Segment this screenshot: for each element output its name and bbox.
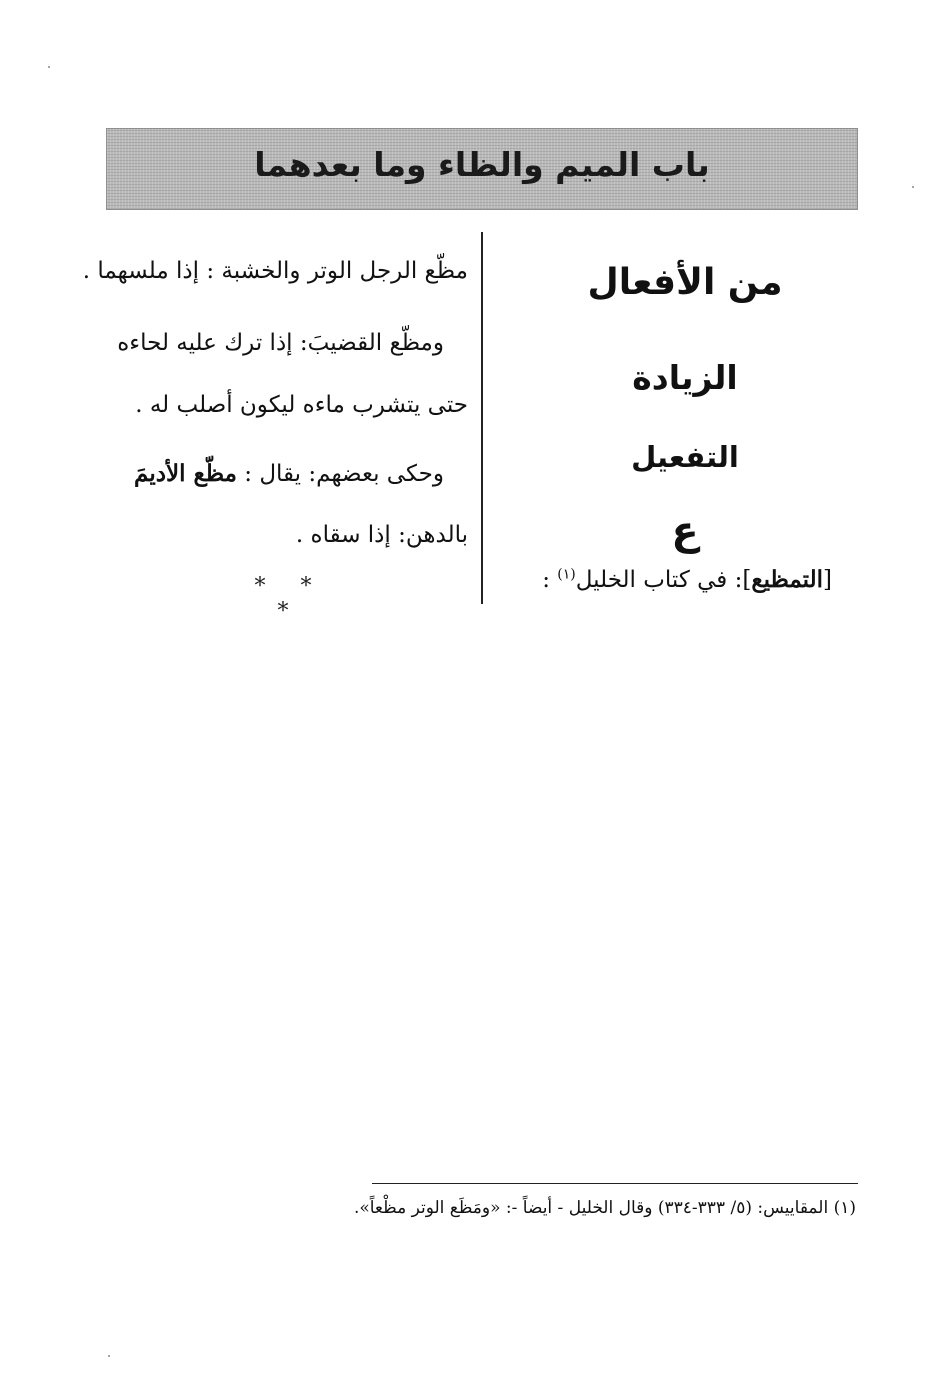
paragraph-line (134, 460, 444, 487)
entry-term: التمظيع (751, 566, 824, 593)
chapter-header-band (106, 128, 858, 210)
footnote-separator (372, 1183, 858, 1184)
scan-speck (48, 66, 50, 68)
entry-source: ]: في كتاب الخليل (575, 567, 752, 593)
footnote-ref: (١) (557, 566, 576, 583)
entry-open-bracket: [ (823, 567, 832, 593)
subsection-heading: الزيادة (632, 358, 738, 397)
root-letter: ع (671, 508, 699, 554)
paragraph-line: ومظّع القضيبَ: إذا ترك عليه لحاءه (117, 330, 444, 356)
paragraph-line: حتى يتشرب ماءه ليكون أصلب له . (135, 392, 468, 418)
paragraph-line: مظّع الرجل الوتر والخشبة : إذا ملسهما . (82, 258, 468, 284)
form-heading: التفعيل (631, 440, 739, 474)
paragraph-text: وحكى بعضهم: يقال : (236, 461, 444, 487)
column-divider (481, 232, 483, 604)
chapter-title: باب الميم والظاء وما بعدهما (254, 145, 710, 184)
paragraph-line: بالدهن: إذا سقاه . (295, 522, 468, 548)
scan-speck (108, 1355, 110, 1357)
scan-speck (912, 186, 914, 188)
entry-tail: : (542, 567, 558, 593)
section-end-stars: * * * (254, 574, 326, 624)
section-heading: من الأفعال (587, 262, 783, 303)
paragraph-term: مظّع الأديمَ (134, 460, 237, 487)
footnote: (١) المقاييس: (٥/ ٣٣٣-٣٣٤) وقال الخليل - أيضاً -: «ومَظَع الوتر مظْعاً». (353, 1198, 856, 1218)
entry-line (542, 566, 832, 593)
